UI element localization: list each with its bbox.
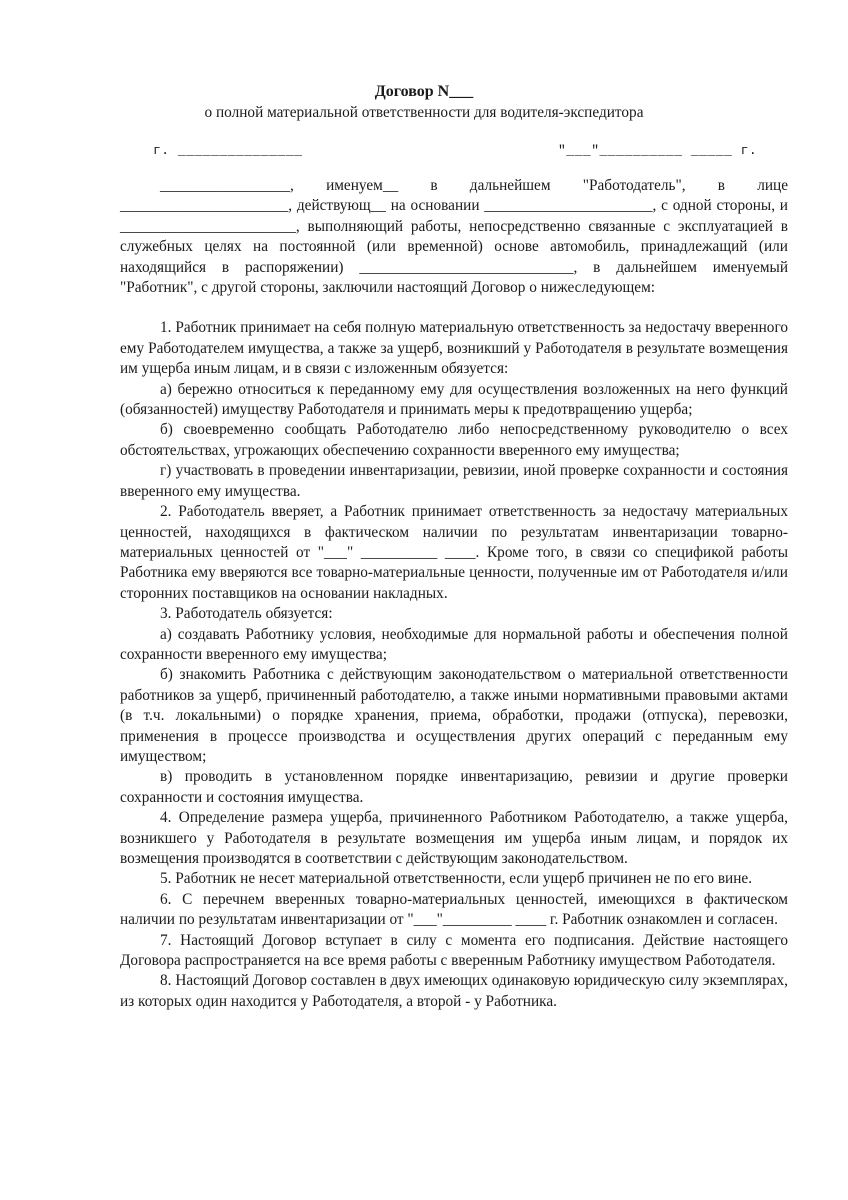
clause-1a: а) бережно относиться к переданному ему для осуществления возложенных на него функций (обязанностей) имуществу Работодателя и принимать меры к предотвращению ущерба; [120,380,788,419]
intro-paragraph: _________________, именуем__ в дальнейшем "Работодатель", в лице ______________________, действующ__ на основании ______________________, с одной стороны, и _______________________, выполняющий работы, непосредственно связанные с эксплуатацией в служебных целях на постоянной (или временной) основе автомобиль, принадлежащий (или находящийся в распоряжении) ____________________________, в дальнейшем именуемый "Работник", с другой стороны, заключили настоящий Договор о нижеследующем: [120,177,788,297]
clause-5: 5. Работник не несет материальной ответственности, если ущерб причинен не по его вине. [160,870,753,888]
clause-3b: б) знакомить Работника с действующим законодательством о материальной ответственности работников за ущерб, причиненный работодателю, а также иными нормативными правовыми актами (в т.ч. локальными) о порядке хранения, приема, обработки, продажи (отпуска), перевозки, применения в процессе производства и осуществления других операций с переданным ему имуществом; [120,666,788,765]
clause-3: 3. Работодатель обязуется: [160,605,333,623]
place-field: г. _______________ [153,143,303,158]
clause-3a: а) создавать Работнику условия, необходимые для нормальной работы и обеспечения полной сохранности вверенного ему имущества; [120,625,788,663]
clause-1g: г) участвовать в проведении инвентаризации, ревизии, иной проверке сохранности и состояния вверенного ему имущества. [120,462,788,500]
clause-6: 6. С перечнем вверенных товарно-материальных ценностей, имеющихся в фактическом наличии по результатам инвентаризации от "___"_________ ____ г. Работник ознакомлен и согласен. [120,890,788,929]
clause-1b: б) своевременно сообщать Работодателю либо непосредственному руководителю о всех обстоятельствах, угрожающих обеспечению сохранности вверенного ему имущества; [120,421,788,459]
date-field: "___"__________ _____ г. [558,143,758,158]
paragraph-gap [120,298,788,318]
document-title: Договор N___ [374,83,474,100]
clause-8: 8. Настоящий Договор составлен в двух имеющих одинаковую юридическую силу экземплярах, из которых один находится у Работодателя, а второй - у Работника. [120,972,788,1010]
clause-2: 2. Работодатель вверяет, а Работник принимает ответственность за недостачу материальных ценностей, находящихся в фактическом наличии по результатам инвентаризации товарно-материальных ценностей от "___" __________ ____. Кроме того, в связи со спецификой работы Работника ему вверяются все товарно-материальные ценности, полученные им от Работодателя и/или сторонних поставщиков на основании накладных. [120,503,788,602]
clause-3v: в) проводить в установленном порядке инвентаризацию, ревизии и другие проверки сохранности и состояния имущества. [120,768,788,806]
clause-7: 7. Настоящий Договор вступает в силу с момента его подписания. Действие настоящего Договора распространяется на все время работы с вверенным Работнику имуществом Работодателя. [120,931,788,970]
document-subtitle: о полной материальной ответственности для водителя-экспедитора [204,104,644,121]
clause-1: 1. Работник принимает на себя полную материальную ответственность за недостачу вверенного ему Работодателем имущества, а также за ущерб, возникший у Работодателя в результате возмещения им ущерба иным лицам, и в связи с изложенным обязуется: [120,319,788,378]
document-body [120,176,788,1012]
clause-4: 4. Определение размера ущерба, причиненного Работником Работодателю, а также ущерба, возникшего у Работодателя в результате возмещения им ущерба иным лицам, и порядок их возмещения производятся в соответствии с действующим законодательством. [120,809,788,867]
